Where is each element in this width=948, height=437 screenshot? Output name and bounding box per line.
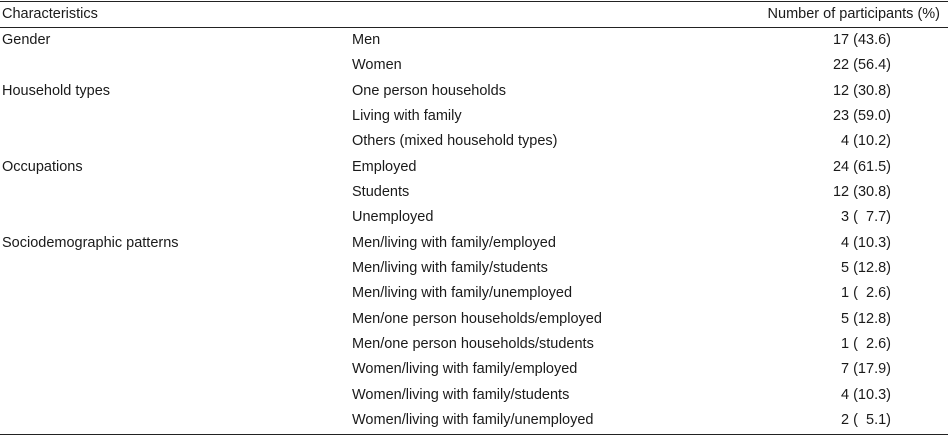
row-value: 23 (59.0)	[832, 108, 891, 125]
row-category-label: Employed	[352, 158, 417, 175]
row-value: 5 (12.8)	[841, 260, 891, 277]
row-group-label: Household types	[2, 82, 111, 99]
table-row	[0, 79, 948, 104]
row-value: 5 (12.8)	[841, 310, 891, 327]
table-row	[0, 28, 948, 53]
table-row	[0, 180, 948, 205]
table-row	[0, 307, 948, 332]
table-row	[0, 129, 948, 154]
row-value: 3 ( 7.7)	[841, 209, 891, 226]
row-category-label: Women/living with family/employed	[352, 361, 578, 378]
row-value: 24 (61.5)	[832, 158, 891, 175]
row-category-label: Unemployed	[352, 209, 434, 226]
header-characteristics: Characteristics	[2, 6, 98, 22]
table-body	[0, 28, 948, 434]
row-category-label: Women/living with family/students	[352, 386, 570, 403]
row-category-label: Others (mixed household types)	[352, 133, 558, 150]
row-category-label: Men/living with family/employed	[352, 234, 556, 251]
row-category-label: Students	[352, 184, 410, 201]
row-category-label: Women	[352, 57, 402, 74]
header-number-of-participants: Number of participants (%)	[767, 6, 940, 22]
row-category-label: Living with family	[352, 108, 462, 125]
table-row	[0, 357, 948, 382]
row-value: 4 (10.3)	[841, 386, 891, 403]
row-value: 12 (30.8)	[832, 184, 891, 201]
table-bottom-rule	[0, 434, 948, 435]
table-row	[0, 155, 948, 180]
table-row	[0, 205, 948, 230]
row-value: 12 (30.8)	[832, 82, 891, 99]
row-value: 4 (10.3)	[841, 234, 891, 251]
row-value: 2 ( 5.1)	[841, 412, 891, 429]
row-group-label: Sociodemographic patterns	[2, 234, 179, 251]
row-category-label: Men/one person households/employed	[352, 310, 602, 327]
row-group-label: Occupations	[2, 158, 83, 175]
table-row	[0, 53, 948, 78]
row-group-label: Gender	[2, 32, 51, 48]
table-row	[0, 281, 948, 306]
row-value: 22 (56.4)	[832, 57, 891, 74]
row-value: 1 ( 2.6)	[841, 336, 891, 353]
table-row	[0, 408, 948, 433]
row-value: 4 (10.2)	[841, 133, 891, 150]
row-category-label: Men/one person households/students	[352, 336, 594, 353]
row-value: 17 (43.6)	[832, 32, 891, 48]
row-category-label: One person households	[352, 82, 506, 99]
row-category-label: Men/living with family/students	[352, 260, 548, 277]
table-row	[0, 383, 948, 408]
table-row	[0, 332, 948, 357]
row-category-label: Women/living with family/unemployed	[352, 412, 594, 429]
row-value: 7 (17.9)	[841, 361, 891, 378]
table-header-row	[0, 2, 948, 27]
table-row	[0, 104, 948, 129]
row-category-label: Men	[352, 32, 381, 48]
row-category-label: Men/living with family/unemployed	[352, 285, 573, 302]
row-value: 1 ( 2.6)	[841, 285, 891, 302]
table-row	[0, 231, 948, 256]
table-row	[0, 256, 948, 281]
